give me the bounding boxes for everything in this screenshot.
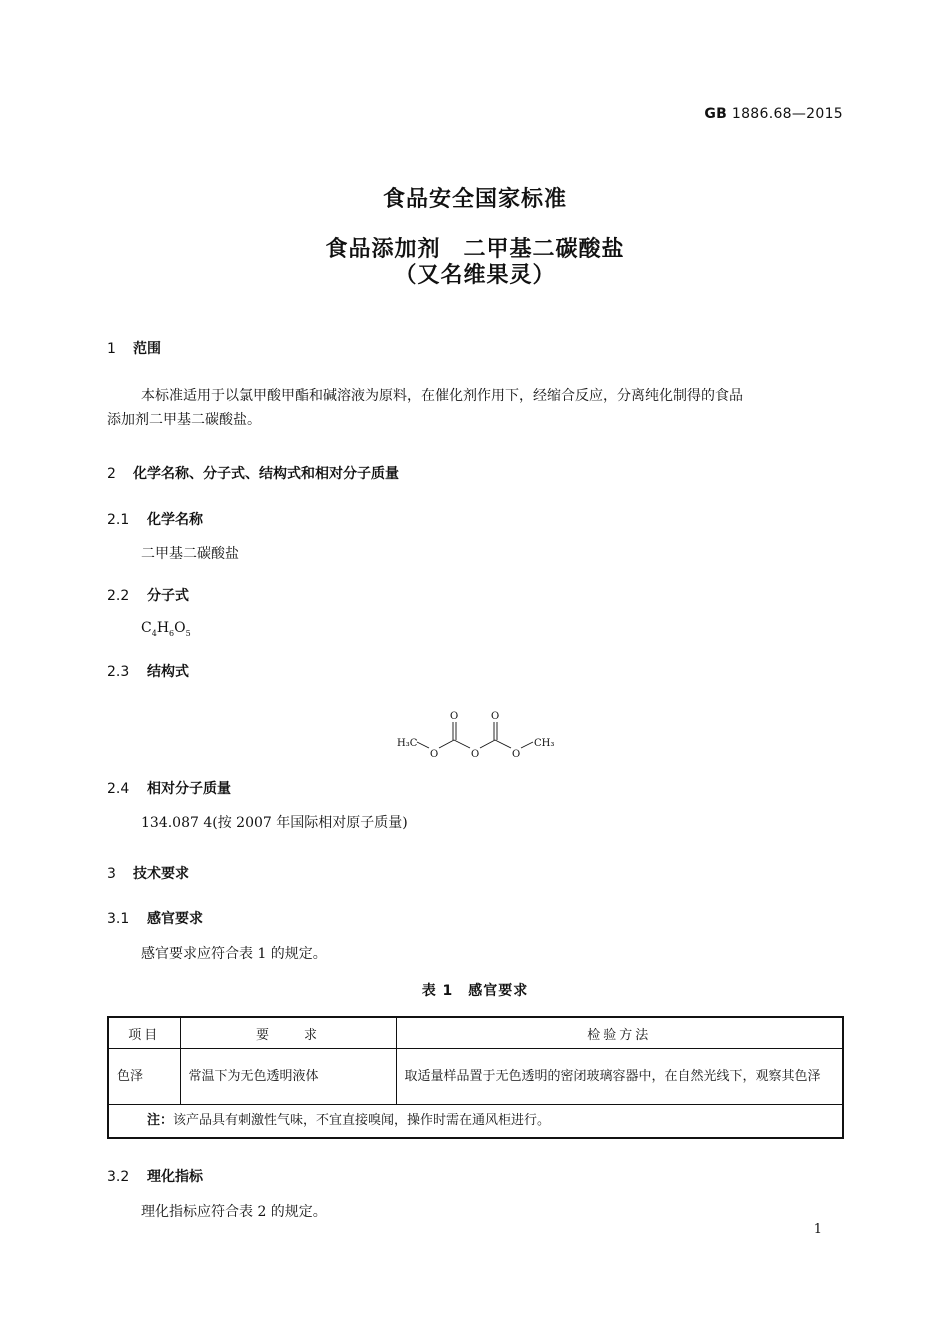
section-title: 结构式 [147, 664, 189, 680]
section-number: 3.2 [107, 1169, 130, 1185]
section-1-text-line-2: 添加剂二甲基二碳酸盐。 [107, 412, 261, 428]
section-number: 1 [107, 341, 116, 357]
table-cell-requirement: 常温下为无色透明液体 [180, 1049, 396, 1105]
section-2-3-heading [107, 661, 189, 681]
oxygen-atom: O [471, 749, 480, 760]
table-1 [107, 1016, 844, 1139]
table-header-cell: 项目 [108, 1017, 180, 1049]
section-3-1-heading [107, 908, 203, 928]
section-number: 2.3 [107, 664, 130, 680]
table-header-cell: 要 求 [180, 1017, 396, 1049]
table-cell-method: 取适量样品置于无色透明的密闭玻璃容器中，在自然光线下，观察其色泽 [396, 1049, 843, 1105]
methyl-group-right: CH₃ [534, 738, 555, 749]
section-number: 2.2 [107, 588, 130, 604]
chemical-name: 二甲基二碳酸盐 [141, 546, 239, 562]
oxygen-atom: O [450, 711, 459, 722]
section-number: 3 [107, 866, 116, 882]
section-title: 理化指标 [147, 1169, 203, 1185]
methyl-group-left: H₃C [397, 738, 418, 749]
title-line-1: 食品安全国家标准 [382, 187, 567, 212]
section-number: 2.4 [107, 781, 130, 797]
table-header-row [108, 1017, 843, 1049]
section-3-1-text: 感官要求应符合表 1 的规定。 [141, 946, 327, 962]
section-number: 2 [107, 466, 116, 482]
section-title: 感官要求 [147, 911, 203, 927]
section-title: 范围 [133, 341, 161, 357]
standard-number [704, 106, 843, 122]
standard-prefix: GB [704, 106, 728, 122]
section-1-heading [107, 338, 161, 358]
molecular-formula: $C_4H_6O_5$ [141, 620, 191, 638]
table-1-caption: 表 1 感官要求 [421, 983, 529, 999]
oxygen-atom: O [491, 711, 500, 722]
section-2-heading [107, 463, 399, 483]
section-3-heading [107, 863, 189, 883]
section-title: 化学名称、分子式、结构式和相对分子质量 [133, 466, 399, 482]
title-line-3: （又名维果灵） [394, 263, 556, 288]
oxygen-atom: O [430, 749, 439, 760]
table-row [108, 1049, 843, 1105]
page-number: 1 [813, 1222, 822, 1237]
title-line-2: 食品添加剂 二甲基二碳酸盐 [325, 237, 625, 262]
section-number: 3.1 [107, 911, 130, 927]
section-3-2-heading [107, 1166, 203, 1186]
section-title: 化学名称 [147, 512, 203, 528]
table-note-row [108, 1105, 843, 1139]
oxygen-atom: O [512, 749, 521, 760]
section-2-4-heading [107, 778, 231, 798]
table-cell-item: 色泽 [108, 1049, 180, 1105]
structural-formula [395, 708, 565, 768]
note-text: 该产品具有刺激性气味，不宜直接嗅闻，操作时需在通风柜进行。 [173, 1113, 551, 1128]
table-header-cell: 检验方法 [396, 1017, 843, 1049]
section-1-text-line-1: 本标准适用于以氯甲酸甲酯和碱溶液为原料，在催化剂作用下，经缩合反应，分离纯化制得的食品 [141, 388, 743, 404]
section-title: 相对分子质量 [147, 781, 231, 797]
section-2-1-heading [107, 509, 203, 529]
table-note [108, 1105, 843, 1139]
standard-code: 1886.68—2015 [731, 106, 843, 122]
molecular-mass: 134.087 4(按 2007 年国际相对原子质量) [141, 815, 408, 831]
section-title: 技术要求 [133, 866, 189, 882]
section-3-2-text: 理化指标应符合表 2 的规定。 [141, 1204, 327, 1220]
section-2-2-heading [107, 585, 189, 605]
section-title: 分子式 [147, 588, 189, 604]
section-number: 2.1 [107, 512, 130, 528]
note-label: 注： [147, 1113, 174, 1128]
